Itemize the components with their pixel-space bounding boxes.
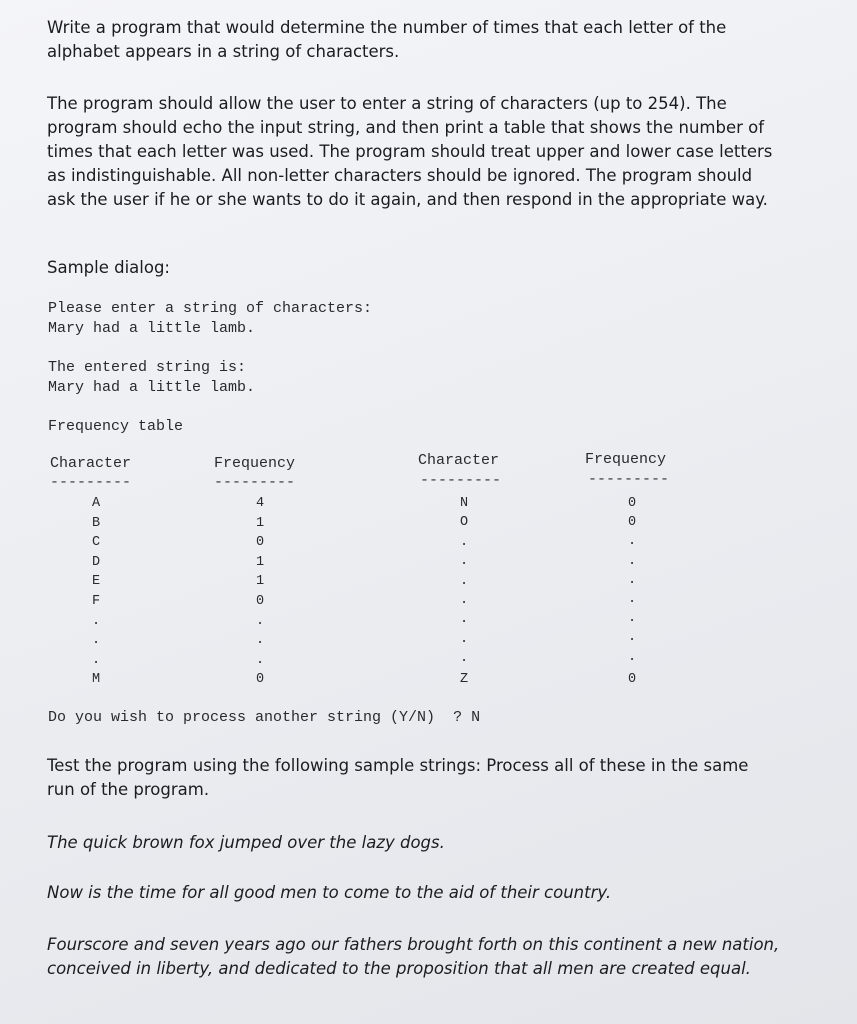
sample-string-3-line: Fourscore and seven years ago our fathers brought forth on this continent a new nation,: [47, 935, 780, 954]
sample-string-3: [47, 933, 807, 981]
left-character-cell: A: [91, 496, 101, 511]
right-character-cell: Z: [459, 672, 469, 687]
dialog-input: Mary had a little lamb.: [48, 320, 256, 337]
right-frequency-cell: 0: [627, 496, 637, 511]
right-character-cell: N: [459, 496, 469, 511]
divider-frequency-left: ---------: [214, 474, 296, 491]
right-character-cell: .: [459, 593, 469, 608]
right-character-cell: .: [459, 573, 469, 589]
left-frequency-cell: 0: [255, 535, 265, 551]
left-frequency-cell: 0: [255, 594, 265, 609]
sample-dialog-label: Sample dialog:: [47, 258, 170, 277]
right-character-cell: .: [459, 631, 469, 647]
sample-string-2: Now is the time for all good men to come to the aid of their country.: [47, 883, 612, 902]
requirements-paragraph: [47, 92, 807, 212]
right-frequency-cell: .: [627, 630, 637, 646]
header-frequency-left: Frequency: [214, 455, 296, 472]
right-frequency-cell: 0: [627, 515, 637, 531]
left-character-cell: .: [91, 652, 101, 668]
requirements-line: as indistinguishable. All non-letter characters should be ignored. The program should: [47, 166, 753, 185]
right-frequency-cell: .: [627, 572, 637, 588]
divider-frequency-right: ---------: [588, 471, 670, 488]
continue-prompt: Do you wish to process another string (Y/N) ? N: [48, 709, 481, 726]
divider-character-right: ---------: [420, 472, 502, 489]
intro-paragraph: [47, 16, 807, 64]
right-frequency-cell: .: [627, 534, 637, 550]
test-instruction-line: run of the program.: [47, 780, 210, 799]
left-character-cell: E: [91, 574, 101, 590]
requirements-line: program should echo the input string, and then print a table that shows the number of: [47, 118, 765, 137]
left-character-cell: D: [91, 554, 101, 570]
dialog-prompt: Please enter a string of characters:: [48, 300, 373, 317]
right-character-cell: .: [459, 554, 469, 570]
left-frequency-cell: 0: [255, 672, 265, 687]
right-frequency-cell: .: [627, 649, 637, 665]
test-instructions: [47, 754, 807, 802]
left-frequency-cell: 1: [255, 574, 265, 590]
left-frequency-cell: .: [255, 652, 265, 668]
requirements-line: The program should allow the user to enter a string of characters (up to 254). The: [47, 94, 727, 113]
intro-line: alphabet appears in a string of characters.: [47, 42, 400, 61]
right-frequency-cell: 0: [627, 672, 637, 687]
left-character-cell: B: [91, 515, 101, 531]
left-frequency-cell: 4: [255, 496, 265, 511]
right-character-cell: O: [459, 515, 469, 531]
left-character-cell: F: [91, 594, 101, 609]
intro-line: Write a program that would determine the number of times that each letter of the: [47, 18, 727, 37]
right-frequency-cell: .: [627, 553, 637, 569]
left-frequency-cell: .: [255, 613, 265, 629]
right-character-cell: .: [459, 612, 469, 628]
left-character-cell: .: [91, 633, 101, 649]
dialog-echo-label: The entered string is:: [48, 359, 247, 376]
left-character-cell: .: [91, 613, 101, 629]
right-character-cell: .: [459, 651, 469, 667]
sample-string-3-line: conceived in liberty, and dedicated to the proposition that all men are created equal.: [47, 959, 751, 978]
test-instruction-line: Test the program using the following sample strings: Process all of these in the same: [47, 756, 749, 775]
sample-string-1: The quick brown fox jumped over the lazy dogs.: [47, 833, 445, 852]
right-frequency-cell: .: [627, 592, 637, 607]
requirements-line: ask the user if he or she wants to do it again, and then respond in the appropriate way.: [47, 190, 768, 209]
header-character-right: Character: [418, 452, 500, 469]
left-frequency-cell: 1: [255, 554, 265, 570]
header-character-left: Character: [50, 455, 132, 472]
right-frequency-cell: .: [627, 611, 637, 627]
left-frequency-cell: 1: [255, 515, 265, 531]
divider-character-left: ---------: [50, 474, 132, 491]
dialog-echo-value: Mary had a little lamb.: [48, 379, 256, 396]
left-frequency-cell: .: [255, 633, 265, 649]
left-character-cell: C: [91, 535, 101, 551]
requirements-line: times that each letter was used. The program should treat upper and lower case letters: [47, 142, 773, 161]
frequency-table-title: Frequency table: [48, 418, 184, 435]
header-frequency-right: Frequency: [585, 451, 667, 468]
left-character-cell: M: [91, 672, 101, 687]
right-character-cell: .: [459, 534, 469, 550]
